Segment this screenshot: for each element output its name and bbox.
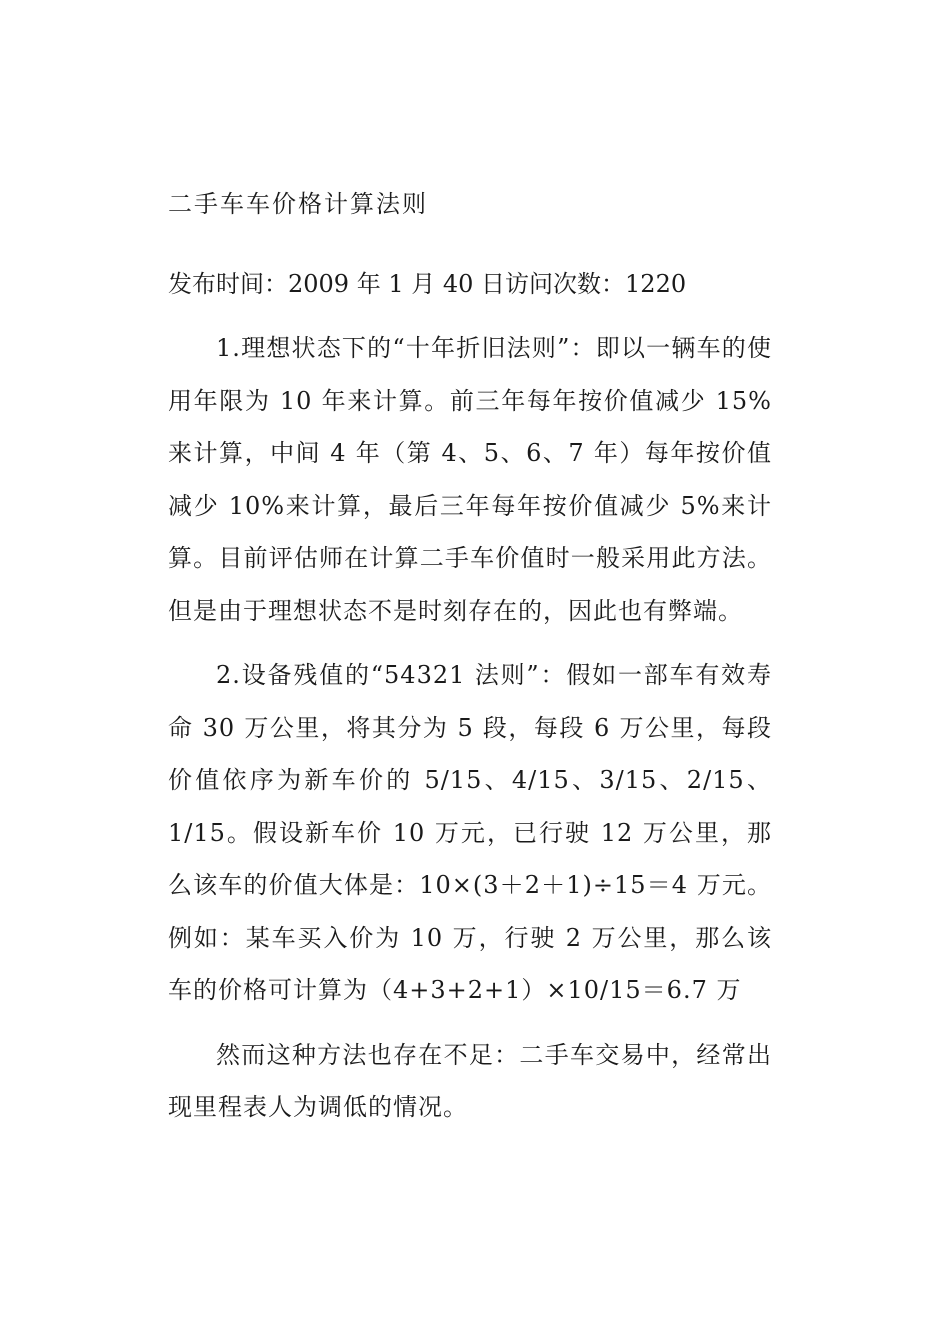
publish-meta: 发布时间：2009 年 1 月 40 日访问次数：1220 bbox=[168, 270, 687, 298]
paragraph-limitation: 然而这种方法也存在不足：二手车交易中，经常出现里程表人为调低的情况。 bbox=[168, 1040, 772, 1121]
paragraph-ten-year-rule: 1.理想状态下的“十年折旧法则”：即以一辆车的使用年限为 10 年来计算。前三年每年按价值减少 15%来计算，中间 4 年（第 4、5、6、7 年）每年按价值减少 10%来计算，最后三年每年按价值减少 5%来计算。目前评估师在计算二手车价值时一般采用此方法。但是由于理想状态不是时刻存在的，因此也有弊端。 bbox=[168, 334, 772, 625]
paragraph-54321-rule: 2.设备残值的“54321 法则”：假如一部车有效寿命 30 万公里，将其分为 5 段，每段 6 万公里，每段价值依序为新车价的 5/15、4/15、3/15、2/15、1/15。假设新车价 10 万元，已行驶 12 万公里，那么该车的价值大体是：10×(3＋2＋1)÷15＝4 万元。例如：某车买入价为 10 万，行驶 2 万公里，那么该车的价格可计算为（4+3+2+1）×10/15＝6.7 万 bbox=[168, 661, 772, 1004]
document-title: 二手车车价格计算法则 bbox=[168, 190, 428, 218]
document-body bbox=[168, 178, 772, 1134]
